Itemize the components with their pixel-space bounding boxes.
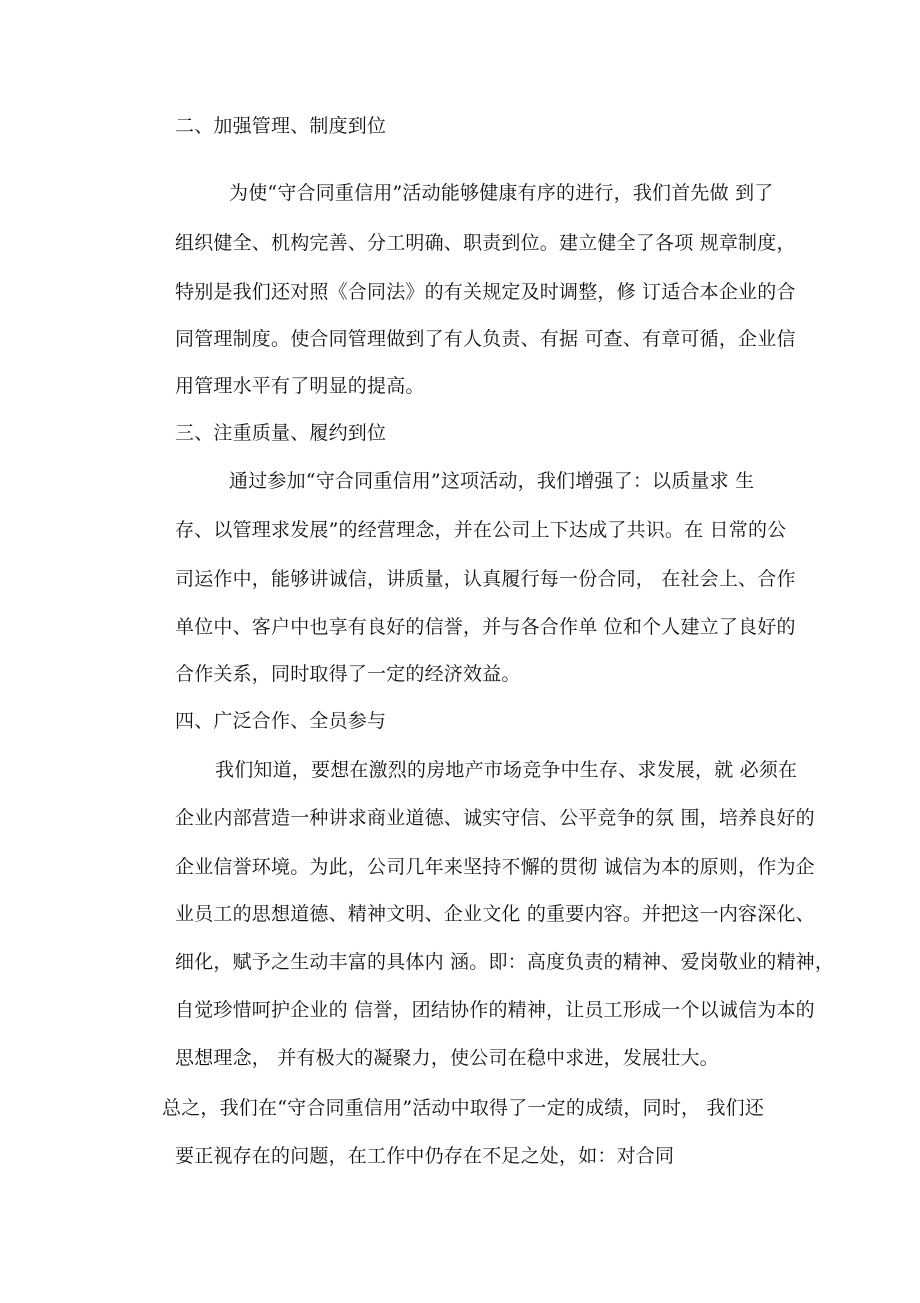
paragraph-line: 企业信誉环境。为此，公司几年来坚持不懈的贯彻 诚信为本的原则，作为企 (175, 856, 815, 878)
paragraph-line: 企业内部营造一种讲求商业道德、诚实守信、公平竞争的氛 围，培养良好的 (175, 807, 815, 829)
paragraph-line: 合作关系，同时取得了一定的经济效益。 (175, 663, 521, 685)
paragraph-line: 特别是我们还对照《合同法》的有关规定及时调整，修 订适合本企业的合 (175, 281, 796, 303)
paragraph-line: 自觉珍惜呵护企业的 信誉，团结协作的精神，让员工形成一个以诚信为本的 (175, 999, 815, 1021)
paragraph-line: 单位中、客户中也享有良好的信誉，并与各合作单 位和个人建立了良好的 (175, 616, 796, 638)
paragraph-line: 司运作中，能够讲诚信，讲质量，认真履行每一份合同， 在社会上、合作 (175, 568, 796, 590)
paragraph-line: 同管理制度。使合同管理做到了有人负责、有据 可查、有章可循，企业信 (175, 328, 796, 350)
paragraph-line: 业员工的思想道德、精神文明、企业文化 的重要内容。并把这一内容深化、 (175, 903, 815, 925)
paragraph-line: 组织健全、机构完善、分工明确、职责到位。建立健全了各项 规章制度， (175, 232, 796, 254)
section-heading-4: 四、广泛合作、全员参与 (175, 710, 387, 732)
summary-line: 要正视存在的问题，在工作中仍存在不足之处，如：对合同 (175, 1145, 675, 1167)
section-heading-3: 三、注重质量、履约到位 (175, 422, 387, 444)
paragraph-line: 我们知道，要想在激烈的房地产市场竞争中生存、求发展，就 必须在 (215, 759, 798, 781)
paragraph-line: 思想理念， 并有极大的凝聚力，使公司在稳中求进，发展壮大。 (175, 1047, 719, 1069)
summary-line: 总之，我们在“守合同重信用”活动中取得了一定的成绩，同时， 我们还 (162, 1097, 765, 1119)
paragraph-line: 细化，赋予之生动丰富的具体内 涵。即：高度负责的精神、爱岗敬业的精神， (175, 951, 835, 973)
paragraph-line: 用管理水平有了明显的提高。 (175, 375, 425, 397)
section-heading-2: 二、加强管理、制度到位 (175, 115, 387, 137)
paragraph-line: 存、以管理求发展”的经营理念，并在公司上下达成了共识。在 日常的公 (175, 519, 787, 541)
paragraph-line: 为使“守合同重信用”活动能够健康有序的进行，我们首先做 到了 (229, 182, 774, 204)
paragraph-line: 通过参加“守合同重信用”这项活动，我们增强了：以质量求 生 (229, 470, 755, 492)
